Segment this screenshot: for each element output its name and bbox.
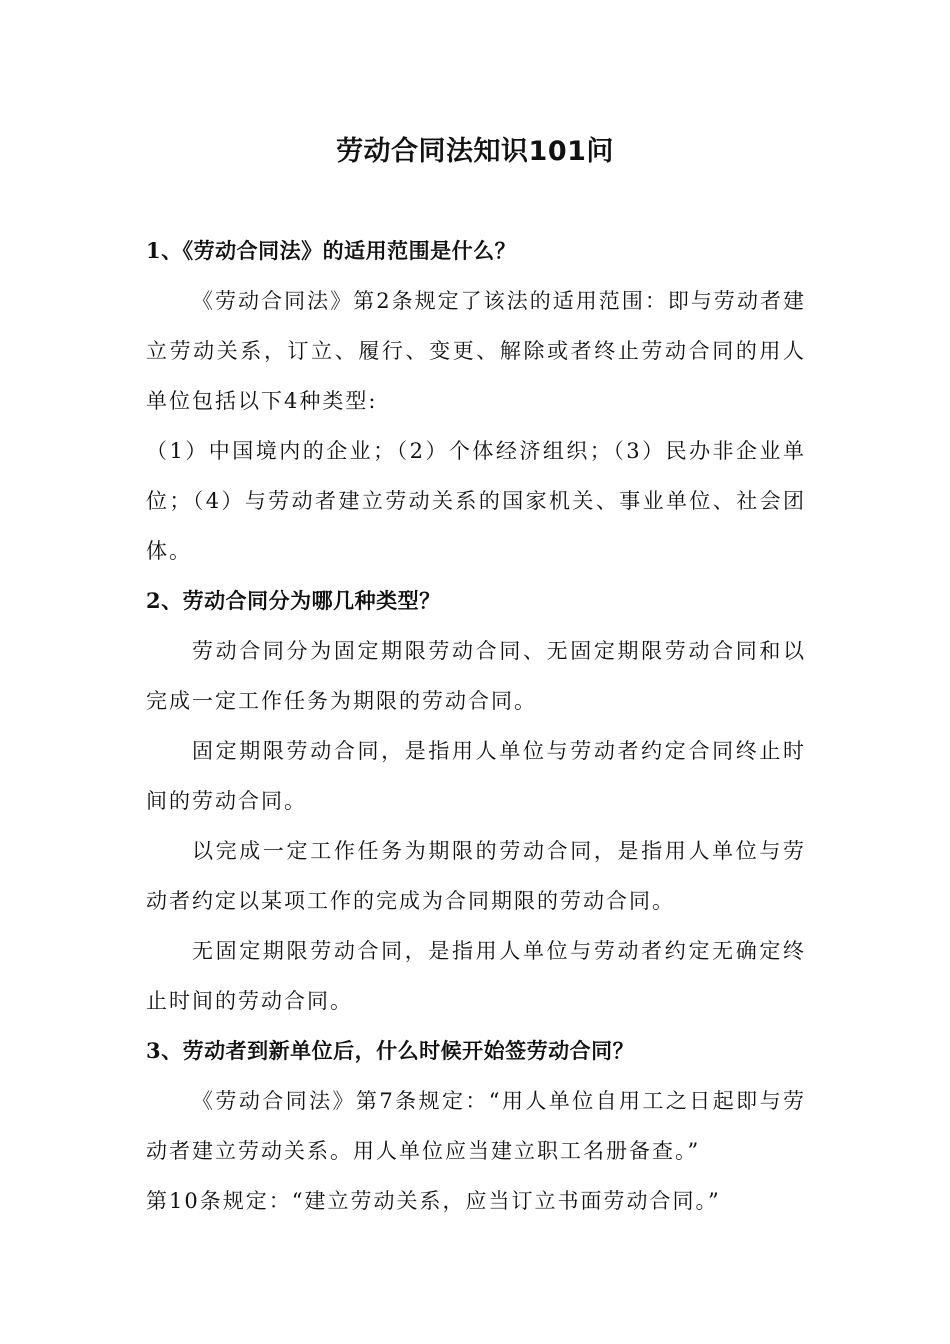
section-2 bbox=[146, 576, 806, 1026]
answer-paragraph: 固定期限劳动合同，是指用人单位与劳动者约定合同终止时间的劳动合同。 bbox=[146, 739, 806, 813]
answer-paragraph: （1）中国境内的企业；（2）个体经济组织；（3）民办非企业单位；（4）与劳动者建立劳动关系的国家机关、事业单位、社会团体。 bbox=[146, 439, 806, 563]
answer-paragraph: 以完成一定工作任务为期限的劳动合同，是指用人单位与劳动者约定以某项工作的完成为合同期限的劳动合同。 bbox=[146, 839, 806, 913]
document-title: 劳动合同法知识101问 bbox=[336, 136, 614, 167]
question-heading: 3、劳动者到新单位后，什么时候开始签劳动合同？ bbox=[146, 1038, 635, 1063]
document-body bbox=[146, 226, 806, 1226]
section-1 bbox=[146, 226, 806, 576]
answer-paragraph: 劳动合同分为固定期限劳动合同、无固定期限劳动合同和以完成一定工作任务为期限的劳动合同。 bbox=[146, 639, 806, 713]
answer-paragraph: 《劳动合同法》第2条规定了该法的适用范围：即与劳动者建立劳动关系，订立、履行、变更、解除或者终止劳动合同的用人单位包括以下4种类型: bbox=[146, 289, 806, 413]
question-heading: 2、劳动合同分为哪几种类型？ bbox=[146, 588, 441, 613]
question-heading: 1、《劳动合同法》的适用范围是什么？ bbox=[146, 238, 517, 263]
answer-paragraph: 第10条规定：“建立劳动关系，应当订立书面劳动合同。” bbox=[146, 1189, 721, 1213]
answer-paragraph: 无固定期限劳动合同，是指用人单位与劳动者约定无确定终止时间的劳动合同。 bbox=[146, 939, 806, 1013]
answer-paragraph: 《劳动合同法》第7条规定：“用人单位自用工之日起即与劳动者建立劳动关系。用人单位应当建立职工名册备查。” bbox=[146, 1089, 806, 1163]
section-3 bbox=[146, 1026, 806, 1226]
